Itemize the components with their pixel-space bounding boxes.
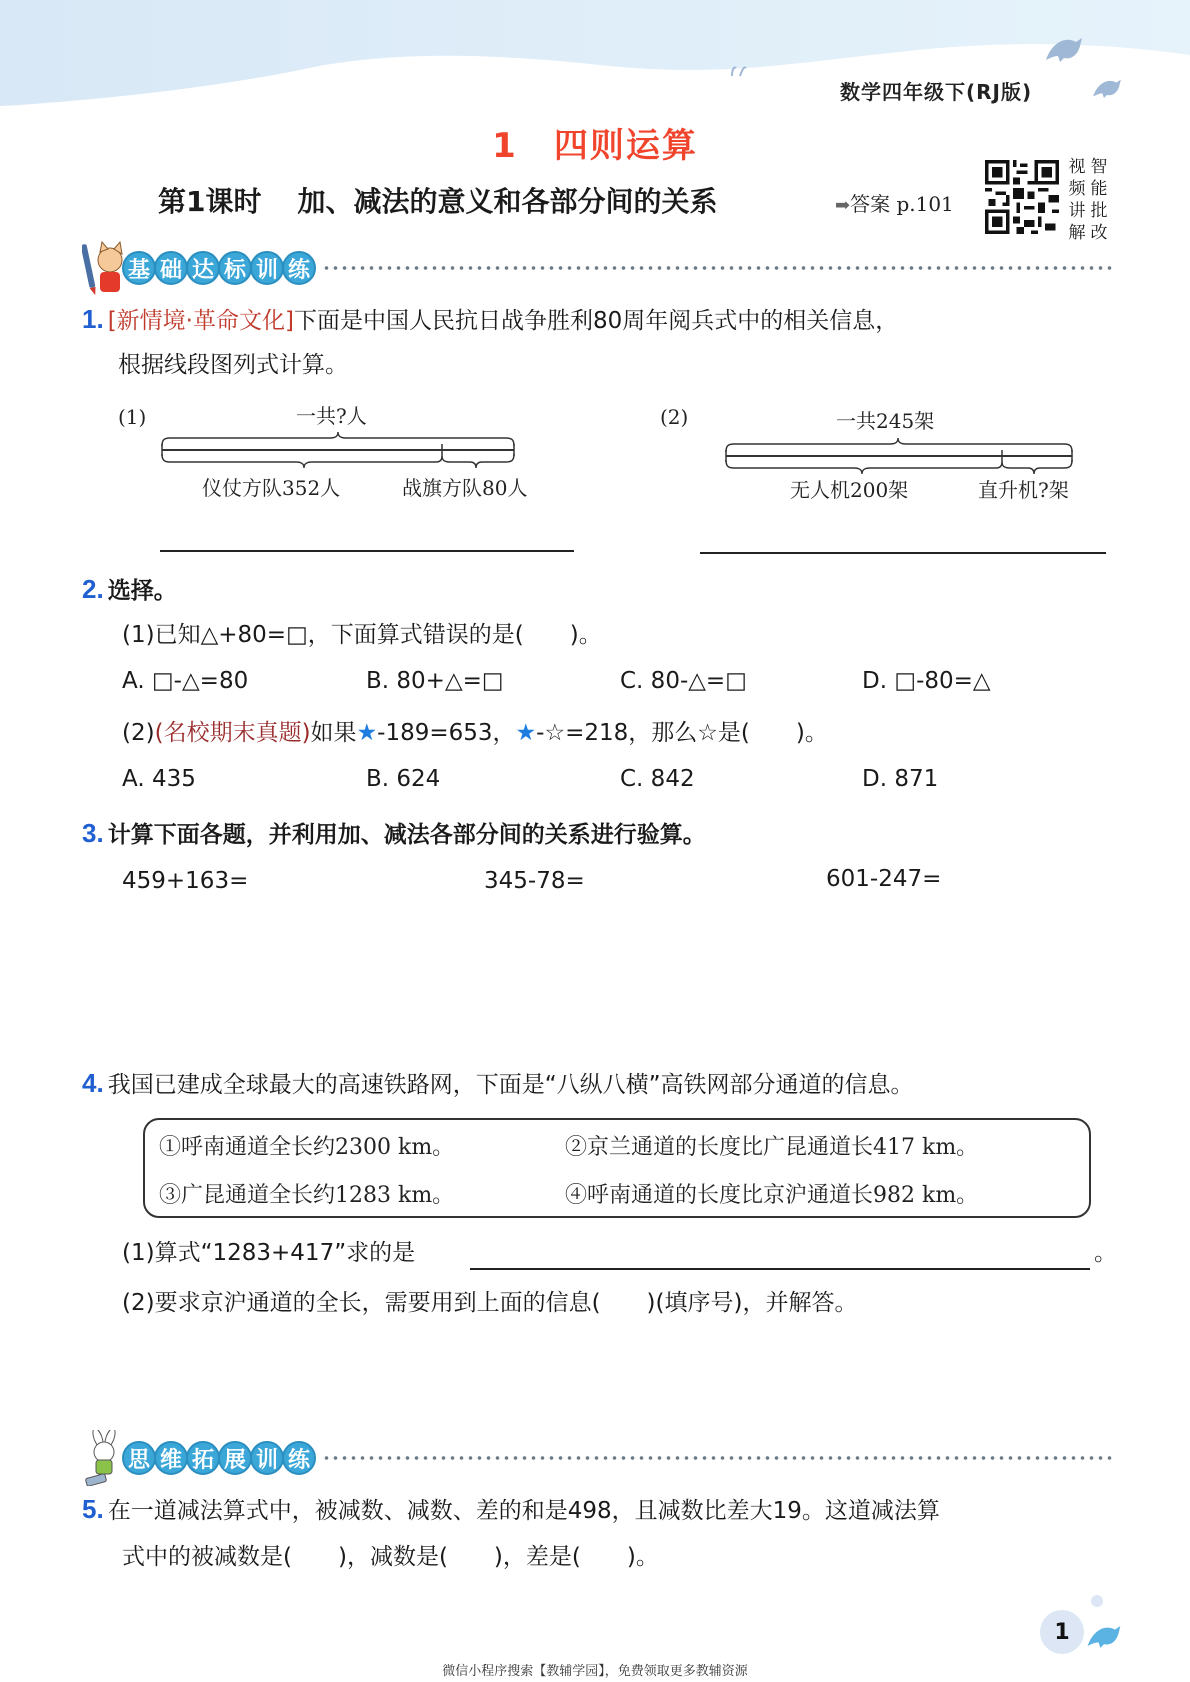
q2-sub1-option-a[interactable]: A. □-△=80: [122, 668, 249, 694]
q1-part1-seg-b: 战旗方队80人: [402, 476, 528, 500]
bubble-icon: [1090, 1594, 1104, 1608]
question-tag: (名校期末真题): [154, 720, 311, 746]
info-box: [143, 1118, 1091, 1218]
q1-part1-total: 一共?人: [296, 404, 367, 428]
q2-sub2-option-a[interactable]: A. 435: [122, 766, 196, 792]
dotted-divider: [322, 1456, 1112, 1460]
q4-sub1-answer-line[interactable]: [470, 1268, 1090, 1270]
question-1: 1. [新情境·革命文化]下面是中国人民抗日战争胜利80周年阅兵式中的相关信息，: [82, 304, 899, 334]
question-4-sub1: (1)算式“1283+417”求的是: [122, 1240, 416, 1266]
section-banner-extend: [82, 1430, 1112, 1486]
q1-part1-seg-a: 仪仗方队352人: [202, 476, 341, 500]
splash-icon: [730, 64, 748, 78]
q3-problem-2: 345-78=: [484, 868, 585, 894]
dotted-divider: [322, 266, 1112, 270]
lesson-label: 第1课时: [158, 185, 262, 218]
q2-sub2-option-d[interactable]: D. 871: [862, 766, 939, 792]
chapter-number: 1: [492, 126, 518, 166]
section-label-basic: 基 础 达 标 训 练: [122, 251, 314, 285]
rabbit-mascot-icon: [82, 1430, 126, 1486]
question-tag: [新情境·革命文化]: [107, 308, 294, 334]
q1-part1-label: (1): [118, 405, 147, 429]
question-2: 2. 选择。: [82, 574, 177, 604]
dolphin-icon: [1042, 34, 1086, 64]
q1-part2-seg-b: 直升机?架: [978, 478, 1069, 502]
q1-part2-answer-line[interactable]: [700, 552, 1106, 554]
q4-sub1-end: 。: [1094, 1240, 1117, 1266]
book-title: 数学四年级下(RJ版): [840, 80, 1033, 104]
q2-sub2-option-b[interactable]: B. 624: [366, 766, 441, 792]
info-item-1: ①呼南通道全长约2300 km。: [159, 1135, 455, 1160]
question-3: 3. 计算下面各题，并利用加、减法各部分间的关系进行验算。: [82, 818, 706, 848]
q2-sub2-option-c[interactable]: C. 842: [620, 766, 695, 792]
footer-notice: 微信小程序搜索【教辅学园】，免费领取更多教辅资源: [442, 1664, 748, 1679]
section-banner-basic: [82, 240, 1112, 296]
lesson-title: [158, 180, 718, 220]
question-2-sub1: (1)已知△+80=□，下面算式错误的是( )。: [122, 622, 602, 648]
q2-sub1-option-b[interactable]: B. 80+△=□: [366, 668, 504, 694]
q3-problem-3: 601-247=: [826, 866, 942, 892]
question-4-sub2: (2)要求京沪通道的全长，需要用到上面的信息( )(填序号)，并解答。: [122, 1290, 858, 1316]
lesson-name: 加、减法的意义和各部分间的关系: [297, 185, 718, 218]
dolphin-icon: [1084, 1616, 1124, 1656]
q2-sub1-option-d[interactable]: D. □-80=△: [862, 668, 991, 694]
line-segment-diagram-1: [160, 430, 520, 476]
info-item-2: ②京兰通道的长度比广昆通道长417 km。: [565, 1135, 979, 1160]
q1-part2-seg-a: 无人机200架: [790, 478, 909, 502]
qr-code[interactable]: [985, 160, 1059, 234]
info-item-4: ④呼南通道的长度比京沪通道长982 km。: [565, 1183, 979, 1208]
question-1-line2: 根据线段图列式计算。: [118, 352, 348, 378]
answer-reference-link[interactable]: ➡答案 p.101: [835, 192, 954, 216]
question-5-line2: 式中的被减数是( )，减数是( )，差是( )。: [122, 1544, 659, 1570]
question-4: 4. 我国已建成全球最大的高速铁路网，下面是“八纵八横”高铁网部分通道的信息。: [82, 1068, 914, 1098]
dolphin-icon: [1090, 76, 1124, 100]
info-item-3: ③广昆通道全长约1283 km。: [159, 1183, 455, 1208]
chapter-name: 四则运算: [553, 126, 698, 166]
q1-part1-answer-line[interactable]: [160, 550, 574, 552]
question-2-sub2: (2)(名校期末真题)如果★-189=653，★-☆=218，那么☆是( )。: [122, 720, 828, 746]
page-number-badge: 1: [1040, 1610, 1084, 1654]
question-5: 5. 在一道减法算式中，被减数、减数、差的和是498，且减数比差大19。这道减法算: [82, 1494, 940, 1524]
filled-star-icon: ★: [515, 720, 537, 746]
cat-mascot-icon: [82, 240, 126, 296]
q1-part2-total: 一共245架: [836, 409, 935, 433]
q2-sub1-option-c[interactable]: C. 80-△=□: [620, 668, 747, 694]
arrow-right-icon: ➡: [835, 195, 851, 216]
section-label-extend: 思 维 拓 展 训 练: [122, 1441, 314, 1475]
q3-problem-1: 459+163=: [122, 868, 249, 894]
qr-caption: 视 智 频 能 讲 批 解 改: [1068, 157, 1108, 243]
q1-part2-label: (2): [660, 405, 689, 429]
filled-star-icon: ★: [356, 720, 378, 746]
